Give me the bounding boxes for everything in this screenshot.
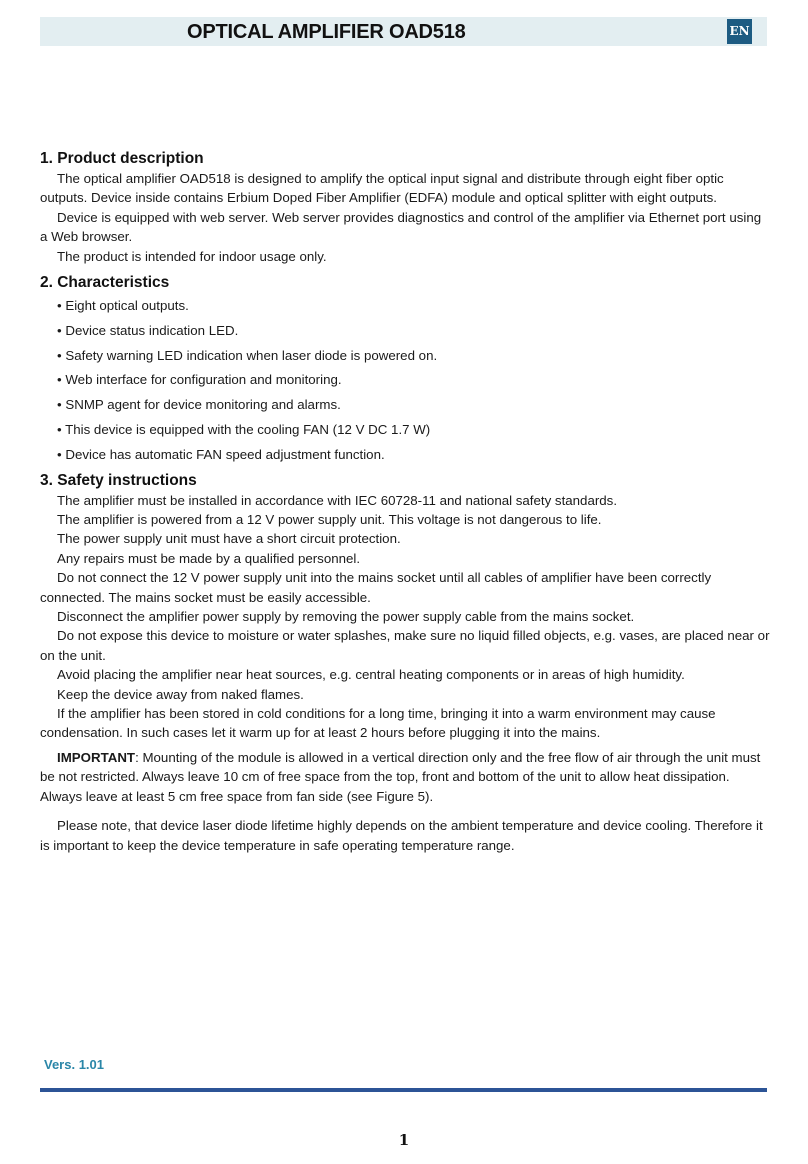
paragraph: If the amplifier has been stored in cold conditions for a long time, bringing it into a warm environment may cause condensation. In such cases let it warm up for at least 2 hours before plugging it into the mains. bbox=[40, 706, 716, 741]
section-heading-product: 1. Product description bbox=[40, 150, 204, 167]
document-body bbox=[40, 148, 770, 855]
characteristics-list bbox=[40, 296, 770, 464]
list-item: • Device status indication LED. bbox=[57, 321, 770, 340]
paragraph: Do not connect the 12 V power supply unit into the mains socket until all cables of amplifier have been correctly connected. The mains socket must be easily accessible. bbox=[40, 570, 712, 605]
paragraph: Any repairs must be made by a qualified personnel. bbox=[57, 550, 361, 566]
important-text: : Mounting of the module is allowed in a vertical direction only and the free flow of air through the unit must be not restricted. Always leave 10 cm of free space from the top, front and bottom of the unit to allow heat dissipation. Always leave at least 5 cm free space from fan side (see Figure 5). bbox=[40, 749, 761, 804]
section-heading-safety: 3. Safety instructions bbox=[40, 471, 197, 489]
list-item: • Eight optical outputs. bbox=[57, 296, 770, 315]
page-number: 1 bbox=[398, 1131, 410, 1149]
paragraph: Do not expose this device to moisture or water splashes, make sure no liquid filled objects, e.g. vases, are placed near or on the unit. bbox=[40, 628, 770, 663]
paragraph: Device is equipped with web server. Web server provides diagnostics and control of the amplifier via Ethernet port using a Web browser. bbox=[40, 209, 762, 245]
paragraph: Disconnect the amplifier power supply by removing the power supply cable from the mains socket. bbox=[57, 609, 635, 625]
footer-divider bbox=[40, 1088, 767, 1092]
paragraph: The optical amplifier OAD518 is designed to amplify the optical input signal and distribute through eight fiber optic outputs. Device inside contains Erbium Doped Fiber Amplifier (EDFA) module and optical splitter with eight outputs. bbox=[40, 171, 724, 206]
paragraph: The amplifier is powered from a 12 V power supply unit. This voltage is not dangerous to life. bbox=[57, 512, 602, 528]
paragraph: Keep the device away from naked flames. bbox=[57, 686, 304, 702]
paragraph: The power supply unit must have a short circuit protection. bbox=[57, 531, 401, 547]
list-item: • Device has automatic FAN speed adjustment function. bbox=[57, 445, 770, 464]
important-paragraph bbox=[40, 748, 770, 806]
list-item: • SNMP agent for device monitoring and alarms. bbox=[57, 395, 770, 414]
paragraph: The product is intended for indoor usage only. bbox=[57, 248, 327, 264]
section-heading-characteristics: 2. Characteristics bbox=[40, 274, 170, 292]
important-label: IMPORTANT bbox=[57, 749, 136, 765]
version-label: Vers. 1.01 bbox=[44, 1057, 104, 1072]
paragraph: The amplifier must be installed in accordance with IEC 60728-11 and national safety standards. bbox=[57, 492, 618, 508]
list-item: • This device is equipped with the cooling FAN (12 V DC 1.7 W) bbox=[57, 420, 770, 439]
language-badge: EN bbox=[727, 19, 752, 44]
page-title: OPTICAL AMPLIFIER OAD518 bbox=[187, 21, 466, 43]
list-item: • Safety warning LED indication when laser diode is powered on. bbox=[57, 346, 770, 365]
list-item: • Web interface for configuration and monitoring. bbox=[57, 370, 770, 389]
paragraph: Avoid placing the amplifier near heat sources, e.g. central heating components or in areas of high humidity. bbox=[57, 667, 685, 683]
note-paragraph: Please note, that device laser diode lifetime highly depends on the ambient temperature and device cooling. Therefore it is important to keep the device temperature in safe operating temperature range. bbox=[40, 818, 763, 853]
